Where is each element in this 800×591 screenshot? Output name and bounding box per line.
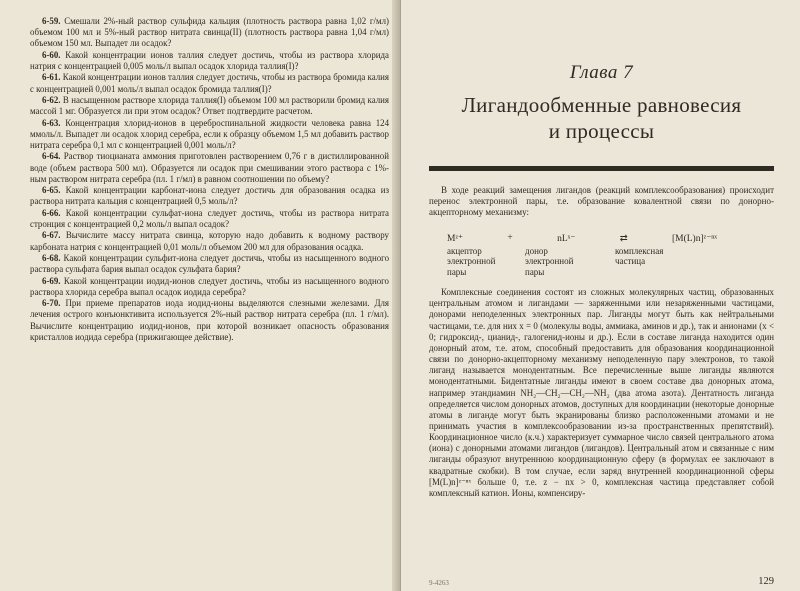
problem-item bbox=[30, 118, 389, 152]
problem-text: При приеме препаратов иода иодид-ионы выделяются слезными железами. Для лечения острого конъюнктивита используется 2%-ный раствор нитрата серебра (пл. 1 г/мл). Вычислите концентрацию иодид-ионов, при которой возникает опасность образования кристаллов иодида серебра (прижигающее действие). bbox=[30, 298, 390, 342]
problem-item bbox=[30, 72, 389, 94]
footer-signature: 9-4263 bbox=[429, 579, 449, 587]
equation-arrow: ⇄ bbox=[619, 233, 628, 244]
problem-number: 6-61. bbox=[42, 72, 61, 83]
equation-complex: [M(L)n]ᶻ⁻ⁿˣ bbox=[671, 233, 717, 244]
problem-number: 6-69. bbox=[42, 275, 61, 286]
problem-number: 6-63. bbox=[42, 117, 61, 128]
problem-item bbox=[30, 16, 389, 50]
problem-text: Какой концентрации иодид-ионов следует достичь, чтобы из насыщенного водного раствора хлорида серебра выпал осадок иодида серебра? bbox=[30, 275, 389, 297]
problem-text: В насыщенном растворе хлорида таллия(I) объемом 100 мл растворили бромид калия массой 1 мг. Образуется ли при этом осадок? Ответ подтвердите расчетом. bbox=[30, 94, 389, 117]
problem-text: Какой концентрации ионов таллия следует достичь, чтобы из раствора хлорида натрия с концентрацией 0,005 моль/л выпал осадок хлорида таллия(I)? bbox=[30, 49, 389, 71]
problem-number: 6-70. bbox=[42, 298, 61, 309]
page-number: 129 bbox=[758, 576, 774, 587]
equation-acceptor: Mᶻ⁺ bbox=[447, 233, 464, 244]
problem-text: Какой концентрации сульфит-иона следует достичь, чтобы из насыщенного водного раствора сульфата бария выпал осадок сульфата бария? bbox=[30, 252, 390, 275]
problem-item bbox=[30, 230, 389, 252]
label-complex: комплексная частица bbox=[615, 245, 664, 267]
problem-item bbox=[30, 276, 389, 298]
problem-text: Концентрация хлорид-ионов в цереброспинальной жидкости человека равна 124 ммоль/л. Выпадет ли осадок хлорид серебра, если к образцу объемом 1,5 мл добавить раствор нитрата серебра 0,1 мл с концентрацией 0,001 моль/л? bbox=[30, 117, 390, 150]
problem-item bbox=[30, 151, 389, 185]
left-page bbox=[0, 0, 399, 591]
problem-item bbox=[30, 185, 389, 207]
problem-number: 6-62. bbox=[42, 94, 61, 105]
chapter-title-line-2: и процессы bbox=[548, 119, 655, 143]
problem-number: 6-59. bbox=[42, 16, 61, 26]
problem-number: 6-68. bbox=[42, 252, 61, 263]
problem-text: Какой концентрации карбонат-иона следует достичь для образования осадка из раствора нитрата кальция с концентрацией 0,5 моль/л? bbox=[30, 185, 389, 207]
problem-item bbox=[30, 208, 389, 230]
problem-item bbox=[30, 253, 389, 275]
chapter-title bbox=[429, 92, 774, 144]
equation-ligand: nLˣ⁻ bbox=[557, 233, 576, 244]
chapter-rule bbox=[429, 166, 774, 171]
problem-item bbox=[30, 95, 389, 117]
equation-labels bbox=[447, 246, 717, 278]
problem-number: 6-64. bbox=[42, 151, 61, 162]
body-paragraph: Комплексные соединения состоят из сложных молекулярных частиц, образованных центральным атомом и лигандами — заряженными или незаряженными частицами, донорами неподеленных электронных пар. Лиганды могут быть как нейтральными частицами, т.е. для них x = 0 (молекулы воды, аммиака, аминов и др.), так и анионами (x < 0; гидроксид-, цианид-, галогенид-ионы и др.). Если в составе лиганда находится один донорный атом, т.е. атом, способный предоставить для образования координационной связи по донорно-акцепторному механизму неподеленную пару электронов, то такой лиганд называется монодентатным. Все перечисленные выше лиганды являются монодентатными. Бидентатные лиганды имеют в своем составе два донорных атома, например этандиамин NH₂—CH₂—CH₂—NH₂ (два атома азота). Дентатность лиганда определяется числом донорных атомов, доступных для координации (некоторые донорные атомы в лиганде могут быть экранированы близко расположенными атомами и не принимать участия в комплексообразовании из-за пространственных препятствий). Координационное число (к.ч.) характеризует суммарное число связей центрального атома (иона) с донорными атомами лигандов (лигандов). Центральный атом и связанные с ним лиганды образуют внутреннюю координационную сферу (в формулах ее заключают в квадратные скобки). В том случае, если заряд внутренней координационной сферы [M(L)n]ᶻ⁻ⁿˣ больше 0, т.е. z − nx > 0, комплексная частица представляет собой комплексный катион. Ионы, компенсиру- bbox=[429, 287, 774, 498]
intro-paragraph: В ходе реакций замещения лигандов (реакций комплексообразования) происходит перенос электронной пары, т.е. образование ковалентной связи по донорно-акцепторному механизму: bbox=[429, 185, 774, 218]
chapter-number: Глава 7 bbox=[569, 62, 634, 83]
problem-text: Какой концентрации ионов таллия следует достичь, чтобы из раствора бромида калия с концентрацией 0,001 моль/л выпал осадок бромида таллия(I)? bbox=[30, 72, 389, 94]
problem-text: Какой концентрации сульфат-иона следует достичь, чтобы из раствора нитрата стронция с концентрацией 0,2 моль/л выпал осадок? bbox=[30, 207, 389, 229]
problem-number: 6-65. bbox=[42, 185, 61, 196]
problem-text: Смешали 2%-ный раствор сульфида кальция (плотность раствора равна 1,02 г/мл) объемом 100 мл и 5%-ный раствор нитрата свинца(II) (плотность раствора равна 1,04 г/мл) объемом 150 мл. Выпадет ли осадок? bbox=[30, 16, 389, 49]
problem-number: 6-60. bbox=[42, 49, 61, 60]
problem-text: Вычислите массу нитрата свинца, которую надо добавить к водному раствору карбоната натрия с концентрацией 0,01 моль/л объемом 200 мл для образования осадка. bbox=[30, 230, 389, 252]
page-footer bbox=[429, 576, 774, 587]
problem-item bbox=[30, 50, 389, 72]
label-acceptor: акцептор электронной пары bbox=[447, 245, 496, 277]
equation-plus: + bbox=[507, 232, 513, 243]
label-donor: донор электронной пары bbox=[525, 245, 574, 277]
problem-text: Раствор тиоцианата аммония приготовлен растворением 0,76 г в дистиллированной воде (объем раствора 500 мл). Образуется ли осадок при смешивании этого раствора с 1%-ным раствором нитрата серебра (пл. 1 г/мл) в равном соотношении по объему? bbox=[30, 151, 389, 184]
problem-number: 6-67. bbox=[42, 230, 61, 241]
complexation-equation bbox=[447, 233, 717, 244]
chapter-title-line-1: Лигандообменные равновесия bbox=[461, 93, 742, 117]
right-page bbox=[401, 0, 800, 591]
problem-item bbox=[30, 298, 389, 343]
problem-number: 6-66. bbox=[42, 207, 61, 218]
